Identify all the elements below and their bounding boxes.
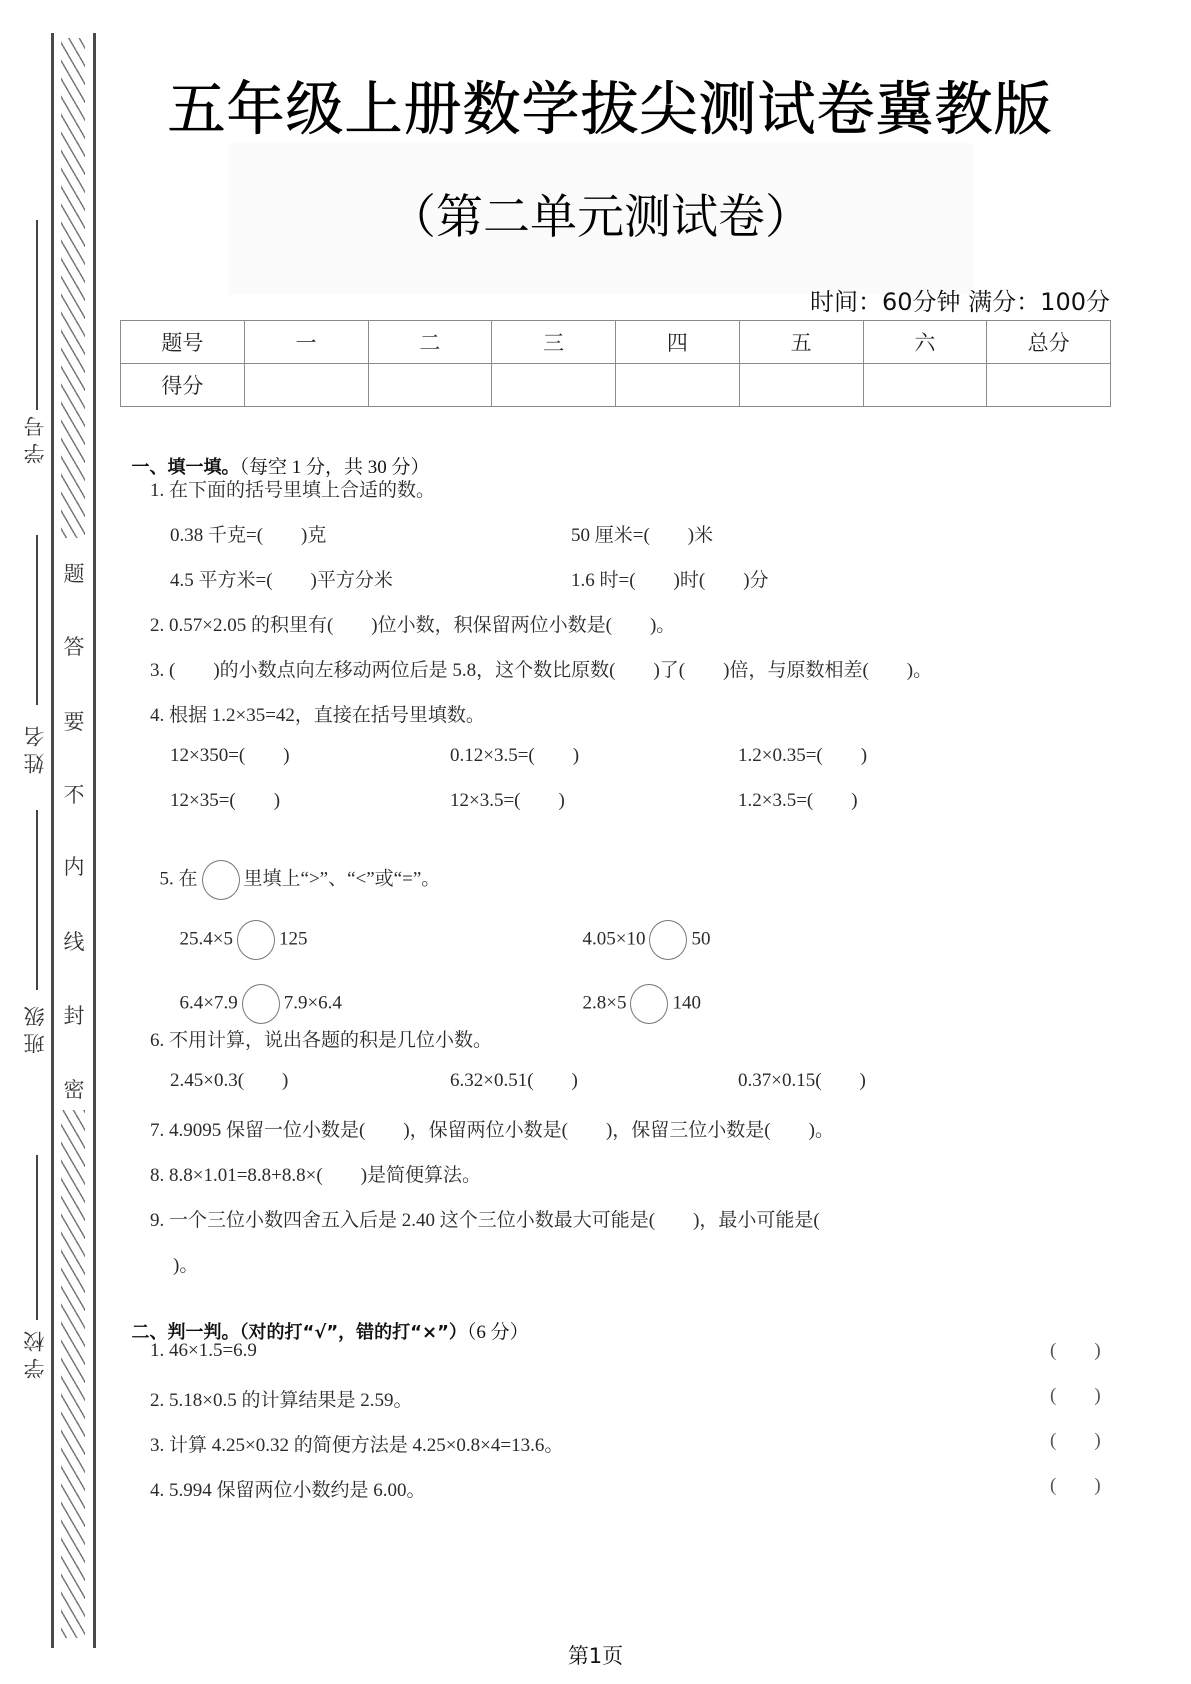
- header-cell: 二: [368, 321, 492, 364]
- student-id-label: 学号: [23, 410, 47, 464]
- question-6-item[interactable]: 0.37×0.15( ): [738, 1070, 866, 1091]
- section1-heading: [122, 430, 430, 479]
- score-cell[interactable]: [244, 364, 368, 407]
- seal-char: 答: [63, 635, 85, 659]
- question-4-item[interactable]: 12×350=( ): [170, 745, 290, 766]
- score-table: [120, 320, 1111, 407]
- time-score-info: 时间：60分钟 满分：100分: [810, 288, 1110, 316]
- hatch-pattern-top: [61, 38, 85, 538]
- compare-circle[interactable]: [242, 984, 280, 1024]
- question-5-prompt-before: 5. 在: [159, 868, 198, 890]
- question-2[interactable]: 2. 0.57×2.05 的积里有( )位小数，积保留两位小数是( )。: [150, 615, 676, 636]
- question-8[interactable]: 8. 8.8×1.01=8.8+8.8×( )是简便算法。: [150, 1165, 482, 1186]
- judge-answer-box[interactable]: ( ): [1050, 1430, 1101, 1451]
- name-line[interactable]: [36, 535, 38, 705]
- seal-char: 不: [63, 783, 85, 807]
- score-cell[interactable]: [616, 364, 740, 407]
- question-1-prompt: 1. 在下面的括号里填上合适的数。: [150, 480, 436, 501]
- hatch-pattern-bottom: [61, 1110, 85, 1638]
- judge-item: 4. 5.994 保留两位小数约是 6.00。: [150, 1480, 426, 1501]
- compare-item: 4.05×10 50: [573, 898, 710, 960]
- header-cell: 一: [244, 321, 368, 364]
- score-cell[interactable]: [368, 364, 492, 407]
- question-4-prompt: 4. 根据 1.2×35=42，直接在括号里填数。: [150, 705, 485, 726]
- seal-char: 密: [63, 1078, 85, 1102]
- question-9-line1[interactable]: 9. 一个三位小数四舍五入后是 2.40 这个三位小数最大可能是( )，最小可能是(: [150, 1210, 820, 1231]
- question-6-item[interactable]: 6.32×0.51( ): [450, 1070, 578, 1091]
- seal-char: 内: [63, 855, 85, 879]
- question-6-prompt: 6. 不用计算，说出各题的积是几位小数。: [150, 1030, 493, 1051]
- seal-char: 线: [63, 930, 85, 954]
- seal-char: 封: [63, 1004, 85, 1028]
- circle-icon: [202, 860, 240, 900]
- score-table-score-row: [121, 364, 1111, 407]
- header-cell: 五: [739, 321, 863, 364]
- question-4-item[interactable]: 12×3.5=( ): [450, 790, 565, 811]
- question-4-item[interactable]: 1.2×3.5=( ): [738, 790, 858, 811]
- question-5-prompt: [150, 838, 440, 900]
- header-cell: 题号: [121, 321, 245, 364]
- section1-points: （每空 1 分，共 30 分）: [239, 457, 430, 478]
- question-1-item[interactable]: 4.5 平方米=( )平方分米: [170, 570, 393, 591]
- score-cell[interactable]: [863, 364, 987, 407]
- page-title: 五年级上册数学拔尖测试卷冀教版: [167, 75, 1053, 143]
- question-1-item[interactable]: 0.38 千克=( )克: [170, 525, 327, 546]
- compare-item: 2.8×5 140: [573, 962, 701, 1024]
- page-subtitle: （第二单元测试卷）: [389, 190, 812, 245]
- strip-border-left: [51, 33, 54, 1648]
- compare-item: 25.4×5 125: [170, 898, 307, 960]
- question-4-item[interactable]: 1.2×0.35=( ): [738, 745, 868, 766]
- judge-answer-box[interactable]: ( ): [1050, 1475, 1101, 1496]
- student-id-line[interactable]: [36, 220, 38, 410]
- question-1-item[interactable]: 50 厘米=( )米: [571, 525, 714, 546]
- class-label: 班级: [23, 1000, 47, 1054]
- judge-item: 1. 46×1.5=6.9: [150, 1340, 257, 1361]
- question-3[interactable]: 3. ( )的小数点向左移动两位后是 5.8，这个数比原数( )了( )倍，与原数相差( )。: [150, 660, 933, 681]
- question-1-item[interactable]: 1.6 时=( )时( )分: [571, 570, 769, 591]
- school-line[interactable]: [36, 1155, 38, 1320]
- judge-answer-box[interactable]: ( ): [1050, 1385, 1101, 1406]
- section1-title: 一、填一填。: [131, 457, 240, 478]
- section2-points: （6 分）: [466, 1322, 529, 1343]
- judge-answer-box[interactable]: ( ): [1050, 1340, 1101, 1361]
- header-cell: 三: [492, 321, 616, 364]
- name-label: 姓名: [23, 720, 47, 774]
- school-label: 学校: [23, 1325, 47, 1379]
- header-cell: 六: [863, 321, 987, 364]
- compare-circle[interactable]: [649, 920, 687, 960]
- compare-item: 6.4×7.9 7.9×6.4: [170, 962, 342, 1024]
- question-5-prompt-after: 里填上“>”、“<”或“=”。: [243, 868, 441, 890]
- question-9-line2[interactable]: )。: [173, 1255, 199, 1276]
- page-number: 第1页: [567, 1644, 624, 1668]
- judge-item: 3. 计算 4.25×0.32 的简便方法是 4.25×0.8×4=13.6。: [150, 1435, 564, 1456]
- score-cell[interactable]: [987, 364, 1111, 407]
- seal-char: 要: [63, 710, 85, 734]
- question-6-item[interactable]: 2.45×0.3( ): [170, 1070, 289, 1091]
- header-cell: 四: [616, 321, 740, 364]
- strip-border-right: [93, 33, 96, 1648]
- header-cell: 总分: [987, 321, 1111, 364]
- score-table-header-row: [121, 321, 1111, 364]
- score-row-label: 得分: [121, 364, 245, 407]
- compare-circle[interactable]: [630, 984, 668, 1024]
- question-4-item[interactable]: 12×35=( ): [170, 790, 281, 811]
- section2-heading: [122, 1295, 529, 1344]
- score-cell[interactable]: [492, 364, 616, 407]
- compare-circle[interactable]: [237, 920, 275, 960]
- class-line[interactable]: [36, 810, 38, 990]
- question-7[interactable]: 7. 4.9095 保留一位小数是( )，保留两位小数是( )，保留三位小数是( )。: [150, 1120, 834, 1141]
- judge-item: 2. 5.18×0.5 的计算结果是 2.59。: [150, 1390, 413, 1411]
- score-cell[interactable]: [739, 364, 863, 407]
- seal-char: 题: [63, 562, 85, 586]
- section2-title: 二、判一判。（对的打“√”，错的打“×”）: [131, 1322, 467, 1343]
- question-4-item[interactable]: 0.12×3.5=( ): [450, 745, 580, 766]
